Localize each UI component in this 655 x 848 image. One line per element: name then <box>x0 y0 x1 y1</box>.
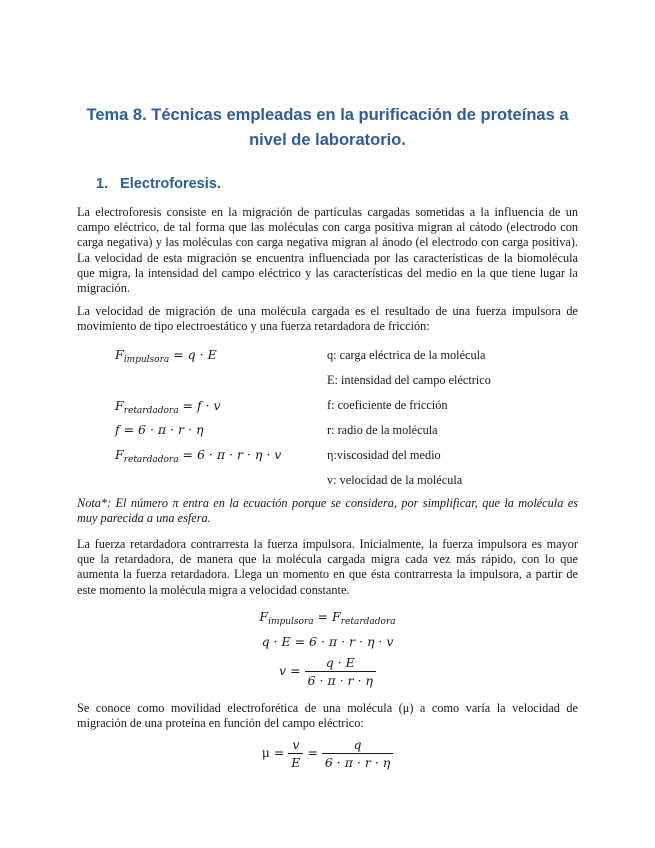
velocity-fraction <box>305 655 376 688</box>
mobility-eq: = <box>303 745 322 760</box>
eq4-rhs: = 6 · π · r · η · v <box>178 447 282 462</box>
section-title: Electroforesis. <box>120 176 221 192</box>
eq2-rhs: = f · v <box>178 398 221 413</box>
eq4-var: F <box>115 447 124 462</box>
eq4-sub: retardadora <box>123 455 179 465</box>
paragraph-balance: La fuerza retardadora contrarresta la fuerza impulsora. Inicialmente, la fuerza impulsora es mayor que la retardadora, de manera que la molécula cargada migra cada vez más rápido, con lo que aumenta la fuerza retardadora. Llega un momento en que ésta contrarresta la impulsora, a partir de este momento la molécula migra a velocidad constante. <box>77 537 578 597</box>
paragraph-velocity: La velocidad de migración de una molécula cargada es el resultado de una fuerza impulsora de movimiento de tipo electroestático y una fuerza retardadora de fricción: <box>77 304 578 334</box>
c1-rhs-sub: retardadora <box>340 617 396 627</box>
section-heading <box>96 176 221 192</box>
equation-retardadora-full <box>115 447 281 465</box>
equation-qe: q · E = 6 · π · r · η · v <box>261 634 394 649</box>
eq2-var: F <box>115 398 124 413</box>
paragraph-intro: La electroforesis consiste en la migración de partículas cargadas sometidas a la influencia de un campo eléctrico, de tal forma que las moléculas con carga positiva migran al cátodo (electrodo con carga negativa) y las moléculas con carga negativa migran al ánodo (el electrodo con carga positiva). La velocidad de esta migración se encuentra influenciada por las características de la biomolécula que migra, la intensidad del campo eléctrico y las características del medio en la que tiene lugar la migración. <box>77 205 578 296</box>
mobility-f2-den: 6 · π · r · η <box>322 753 393 770</box>
c1-rhs-var: F <box>332 609 341 624</box>
note: Nota*: El número π entra en la ecuación porque se considera, por simplificar, que la molécula es muy parecida a una esfera. <box>77 496 578 526</box>
definition-q: q: carga eléctrica de la molécula <box>327 348 486 362</box>
equation-velocity <box>0 655 655 688</box>
equation-impulsora <box>115 347 217 365</box>
equation-friction: f = 6 · π · r · η <box>115 422 204 437</box>
mobility-f1-num: v <box>292 737 300 752</box>
document-title: Tema 8. Técnicas empleadas en la purificación de proteínas a nivel de laboratorio. <box>86 106 569 149</box>
mobility-lhs: μ = <box>261 745 289 760</box>
mobility-f1-den: E <box>288 753 303 770</box>
equation-mobility <box>0 737 655 770</box>
c3-lhs: v = <box>279 663 305 678</box>
definition-e: E: intensidad del campo eléctrico <box>327 373 491 387</box>
c3-den: 6 · π · r · η <box>305 671 376 688</box>
equation-balance <box>0 609 655 627</box>
definition-v: v: velocidad de la molécula <box>327 473 463 487</box>
c3-num: q · E <box>325 655 355 670</box>
c1-lhs-sub: impulsora <box>268 617 314 627</box>
paragraph-mobility: Se conoce como movilidad electroforética de una molécula (μ) a como varía la velocidad de migración de una proteína en función del campo eléctrico: <box>77 701 578 731</box>
definition-f: f: coeficiente de fricción <box>327 398 448 412</box>
eq1-var: F <box>115 347 124 362</box>
equation-retardadora <box>115 398 221 416</box>
definition-eta: η:viscosidad del medio <box>327 448 441 462</box>
section-number: 1. <box>96 176 109 192</box>
c1-eq: = <box>313 609 333 624</box>
mobility-fraction-1 <box>288 737 303 770</box>
mobility-fraction-2 <box>322 737 393 770</box>
mobility-f2-num: q <box>353 737 362 752</box>
eq1-sub: impulsora <box>123 355 170 365</box>
eq1-rhs: = q · E <box>169 347 217 362</box>
c1-lhs-var: F <box>259 609 269 624</box>
eq2-sub: retardadora <box>123 406 179 416</box>
definition-r: r: radio de la molécula <box>327 423 438 437</box>
